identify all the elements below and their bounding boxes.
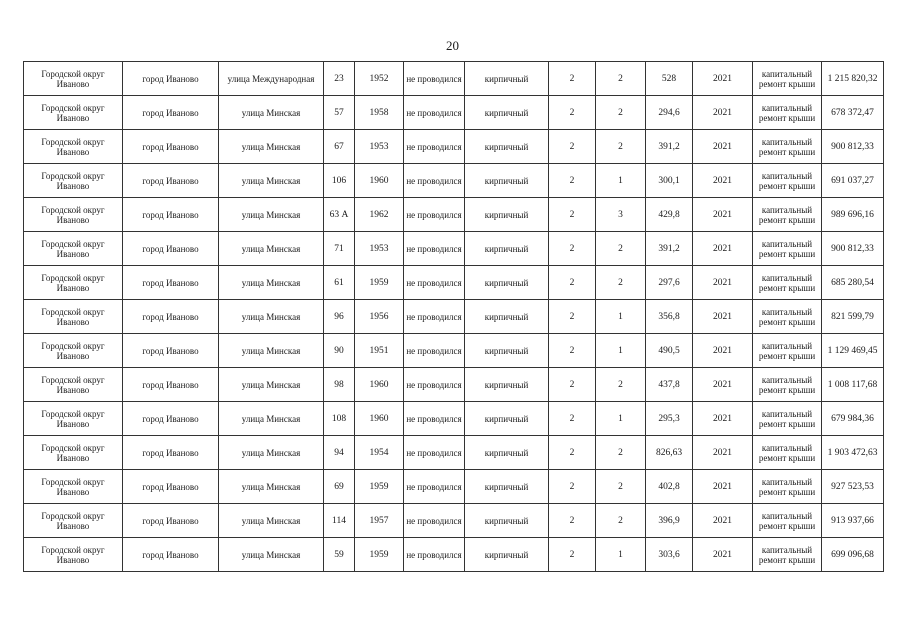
cell-plan-year: 2021 (693, 198, 753, 232)
cell-wall-material: кирпичный (465, 538, 549, 572)
cell-house-number: 67 (324, 130, 355, 164)
cell-wall-material: кирпичный (465, 266, 549, 300)
cell-build-year: 1959 (355, 470, 404, 504)
cell-wall-material: кирпичный (465, 62, 549, 96)
cell-street: улица Минская (219, 232, 324, 266)
cell-city: город Иваново (123, 96, 219, 130)
cell-privatization: не проводился (404, 266, 465, 300)
cell-build-year: 1960 (355, 368, 404, 402)
cell-okrug: Городской округ Иваново (24, 164, 123, 198)
cell-work-type: капитальный ремонт крыши (753, 130, 822, 164)
cell-street: улица Минская (219, 130, 324, 164)
cell-work-type: капитальный ремонт крыши (753, 164, 822, 198)
cell-wall-material: кирпичный (465, 368, 549, 402)
cell-entrances: 2 (596, 130, 646, 164)
table-row (24, 334, 884, 368)
cell-house-number: 94 (324, 436, 355, 470)
cell-city: город Иваново (123, 470, 219, 504)
cell-house-number: 61 (324, 266, 355, 300)
cell-wall-material: кирпичный (465, 164, 549, 198)
cell-area: 490,5 (646, 334, 693, 368)
cell-privatization: не проводился (404, 96, 465, 130)
cell-work-type: капитальный ремонт крыши (753, 198, 822, 232)
cell-entrances: 2 (596, 504, 646, 538)
cell-plan-year: 2021 (693, 62, 753, 96)
cell-plan-year: 2021 (693, 436, 753, 470)
cell-city: город Иваново (123, 266, 219, 300)
cell-area: 295,3 (646, 402, 693, 436)
cell-city: город Иваново (123, 504, 219, 538)
cell-street: улица Минская (219, 198, 324, 232)
cell-build-year: 1960 (355, 164, 404, 198)
cell-cost: 699 096,68 (822, 538, 884, 572)
cell-okrug: Городской округ Иваново (24, 266, 123, 300)
cell-work-type: капитальный ремонт крыши (753, 96, 822, 130)
cell-street: улица Минская (219, 538, 324, 572)
cell-plan-year: 2021 (693, 402, 753, 436)
cell-cost: 1 008 117,68 (822, 368, 884, 402)
cell-area: 391,2 (646, 232, 693, 266)
cell-build-year: 1953 (355, 130, 404, 164)
cell-wall-material: кирпичный (465, 334, 549, 368)
cell-city: город Иваново (123, 62, 219, 96)
cell-entrances: 1 (596, 402, 646, 436)
cell-okrug: Городской округ Иваново (24, 130, 123, 164)
page-number: 20 (446, 38, 459, 53)
cell-cost: 989 696,16 (822, 198, 884, 232)
table-row (24, 300, 884, 334)
cell-build-year: 1956 (355, 300, 404, 334)
cell-floors: 2 (549, 198, 596, 232)
table-row (24, 164, 884, 198)
cell-okrug: Городской округ Иваново (24, 232, 123, 266)
cell-wall-material: кирпичный (465, 96, 549, 130)
cell-plan-year: 2021 (693, 266, 753, 300)
cell-privatization: не проводился (404, 62, 465, 96)
cell-area: 300,1 (646, 164, 693, 198)
cell-build-year: 1953 (355, 232, 404, 266)
cell-city: город Иваново (123, 198, 219, 232)
cell-okrug: Городской округ Иваново (24, 402, 123, 436)
cell-wall-material: кирпичный (465, 402, 549, 436)
cell-work-type: капитальный ремонт крыши (753, 402, 822, 436)
table-row (24, 96, 884, 130)
cell-plan-year: 2021 (693, 130, 753, 164)
cell-area: 294,6 (646, 96, 693, 130)
cell-privatization: не проводился (404, 504, 465, 538)
cell-build-year: 1957 (355, 504, 404, 538)
cell-city: город Иваново (123, 130, 219, 164)
cell-floors: 2 (549, 96, 596, 130)
cell-work-type: капитальный ремонт крыши (753, 436, 822, 470)
cell-entrances: 2 (596, 96, 646, 130)
cell-house-number: 71 (324, 232, 355, 266)
cell-okrug: Городской округ Иваново (24, 62, 123, 96)
cell-build-year: 1954 (355, 436, 404, 470)
cell-street: улица Минская (219, 504, 324, 538)
cell-plan-year: 2021 (693, 164, 753, 198)
cell-house-number: 90 (324, 334, 355, 368)
cell-floors: 2 (549, 334, 596, 368)
cell-cost: 927 523,53 (822, 470, 884, 504)
cell-house-number: 23 (324, 62, 355, 96)
cell-okrug: Городской округ Иваново (24, 300, 123, 334)
cell-entrances: 2 (596, 62, 646, 96)
cell-okrug: Городской округ Иваново (24, 436, 123, 470)
cell-entrances: 1 (596, 334, 646, 368)
cell-area: 429,8 (646, 198, 693, 232)
cell-street: улица Минская (219, 368, 324, 402)
cell-area: 303,6 (646, 538, 693, 572)
table-row (24, 538, 884, 572)
cell-cost: 678 372,47 (822, 96, 884, 130)
table-row (24, 62, 884, 96)
cell-entrances: 2 (596, 368, 646, 402)
cell-okrug: Городской округ Иваново (24, 96, 123, 130)
cell-build-year: 1952 (355, 62, 404, 96)
cell-plan-year: 2021 (693, 368, 753, 402)
cell-city: город Иваново (123, 164, 219, 198)
cell-area: 297,6 (646, 266, 693, 300)
cell-build-year: 1959 (355, 538, 404, 572)
cell-work-type: капитальный ремонт крыши (753, 266, 822, 300)
cell-entrances: 1 (596, 300, 646, 334)
cell-work-type: капитальный ремонт крыши (753, 62, 822, 96)
cell-cost: 1 215 820,32 (822, 62, 884, 96)
cell-floors: 2 (549, 470, 596, 504)
cell-floors: 2 (549, 62, 596, 96)
cell-street: улица Минская (219, 402, 324, 436)
table-row (24, 402, 884, 436)
cell-street: улица Минская (219, 96, 324, 130)
cell-city: город Иваново (123, 368, 219, 402)
cell-build-year: 1958 (355, 96, 404, 130)
table-row (24, 198, 884, 232)
cell-city: город Иваново (123, 436, 219, 470)
cell-privatization: не проводился (404, 300, 465, 334)
cell-entrances: 3 (596, 198, 646, 232)
cell-cost: 900 812,33 (822, 232, 884, 266)
cell-work-type: капитальный ремонт крыши (753, 368, 822, 402)
cell-floors: 2 (549, 130, 596, 164)
cell-privatization: не проводился (404, 538, 465, 572)
cell-plan-year: 2021 (693, 470, 753, 504)
cell-wall-material: кирпичный (465, 470, 549, 504)
cell-floors: 2 (549, 266, 596, 300)
cell-wall-material: кирпичный (465, 130, 549, 164)
table-row (24, 368, 884, 402)
building-registry-table (23, 61, 884, 572)
cell-cost: 900 812,33 (822, 130, 884, 164)
cell-house-number: 108 (324, 402, 355, 436)
cell-area: 528 (646, 62, 693, 96)
cell-area: 356,8 (646, 300, 693, 334)
table-body (24, 62, 884, 572)
cell-privatization: не проводился (404, 334, 465, 368)
cell-area: 437,8 (646, 368, 693, 402)
cell-entrances: 2 (596, 266, 646, 300)
cell-cost: 821 599,79 (822, 300, 884, 334)
cell-build-year: 1960 (355, 402, 404, 436)
cell-plan-year: 2021 (693, 334, 753, 368)
cell-entrances: 2 (596, 436, 646, 470)
table-row (24, 504, 884, 538)
cell-street: улица Минская (219, 164, 324, 198)
table-row (24, 436, 884, 470)
cell-house-number: 114 (324, 504, 355, 538)
cell-area: 391,2 (646, 130, 693, 164)
cell-plan-year: 2021 (693, 232, 753, 266)
cell-floors: 2 (549, 164, 596, 198)
cell-city: город Иваново (123, 300, 219, 334)
table-row (24, 232, 884, 266)
cell-city: город Иваново (123, 334, 219, 368)
table-row (24, 470, 884, 504)
cell-floors: 2 (549, 368, 596, 402)
cell-wall-material: кирпичный (465, 300, 549, 334)
cell-privatization: не проводился (404, 436, 465, 470)
cell-city: город Иваново (123, 232, 219, 266)
cell-build-year: 1951 (355, 334, 404, 368)
cell-floors: 2 (549, 402, 596, 436)
cell-build-year: 1962 (355, 198, 404, 232)
cell-city: город Иваново (123, 402, 219, 436)
cell-plan-year: 2021 (693, 96, 753, 130)
cell-street: улица Минская (219, 470, 324, 504)
cell-cost: 691 037,27 (822, 164, 884, 198)
cell-house-number: 59 (324, 538, 355, 572)
cell-house-number: 57 (324, 96, 355, 130)
cell-wall-material: кирпичный (465, 436, 549, 470)
cell-privatization: не проводился (404, 130, 465, 164)
cell-house-number: 69 (324, 470, 355, 504)
cell-area: 402,8 (646, 470, 693, 504)
cell-area: 826,63 (646, 436, 693, 470)
cell-street: улица Международная (219, 62, 324, 96)
cell-cost: 913 937,66 (822, 504, 884, 538)
cell-work-type: капитальный ремонт крыши (753, 504, 822, 538)
cell-okrug: Городской округ Иваново (24, 198, 123, 232)
cell-street: улица Минская (219, 300, 324, 334)
cell-cost: 685 280,54 (822, 266, 884, 300)
cell-entrances: 1 (596, 538, 646, 572)
cell-street: улица Минская (219, 266, 324, 300)
cell-cost: 1 903 472,63 (822, 436, 884, 470)
cell-okrug: Городской округ Иваново (24, 538, 123, 572)
cell-plan-year: 2021 (693, 538, 753, 572)
cell-okrug: Городской округ Иваново (24, 470, 123, 504)
cell-cost: 679 984,36 (822, 402, 884, 436)
cell-work-type: капитальный ремонт крыши (753, 538, 822, 572)
cell-privatization: не проводился (404, 402, 465, 436)
cell-house-number: 63 А (324, 198, 355, 232)
cell-privatization: не проводился (404, 164, 465, 198)
cell-okrug: Городской округ Иваново (24, 504, 123, 538)
cell-floors: 2 (549, 436, 596, 470)
cell-work-type: капитальный ремонт крыши (753, 232, 822, 266)
cell-cost: 1 129 469,45 (822, 334, 884, 368)
cell-privatization: не проводился (404, 198, 465, 232)
cell-work-type: капитальный ремонт крыши (753, 334, 822, 368)
cell-plan-year: 2021 (693, 300, 753, 334)
cell-privatization: не проводился (404, 368, 465, 402)
cell-work-type: капитальный ремонт крыши (753, 470, 822, 504)
table-row (24, 266, 884, 300)
cell-plan-year: 2021 (693, 504, 753, 538)
cell-street: улица Минская (219, 436, 324, 470)
cell-city: город Иваново (123, 538, 219, 572)
cell-house-number: 106 (324, 164, 355, 198)
cell-okrug: Городской округ Иваново (24, 368, 123, 402)
cell-floors: 2 (549, 300, 596, 334)
cell-wall-material: кирпичный (465, 198, 549, 232)
table-row (24, 130, 884, 164)
cell-floors: 2 (549, 538, 596, 572)
cell-street: улица Минская (219, 334, 324, 368)
cell-entrances: 2 (596, 232, 646, 266)
cell-entrances: 2 (596, 470, 646, 504)
cell-work-type: капитальный ремонт крыши (753, 300, 822, 334)
cell-area: 396,9 (646, 504, 693, 538)
cell-privatization: не проводился (404, 232, 465, 266)
cell-privatization: не проводился (404, 470, 465, 504)
cell-entrances: 1 (596, 164, 646, 198)
cell-floors: 2 (549, 504, 596, 538)
cell-floors: 2 (549, 232, 596, 266)
cell-wall-material: кирпичный (465, 232, 549, 266)
cell-house-number: 98 (324, 368, 355, 402)
cell-build-year: 1959 (355, 266, 404, 300)
cell-okrug: Городской округ Иваново (24, 334, 123, 368)
cell-house-number: 96 (324, 300, 355, 334)
cell-wall-material: кирпичный (465, 504, 549, 538)
